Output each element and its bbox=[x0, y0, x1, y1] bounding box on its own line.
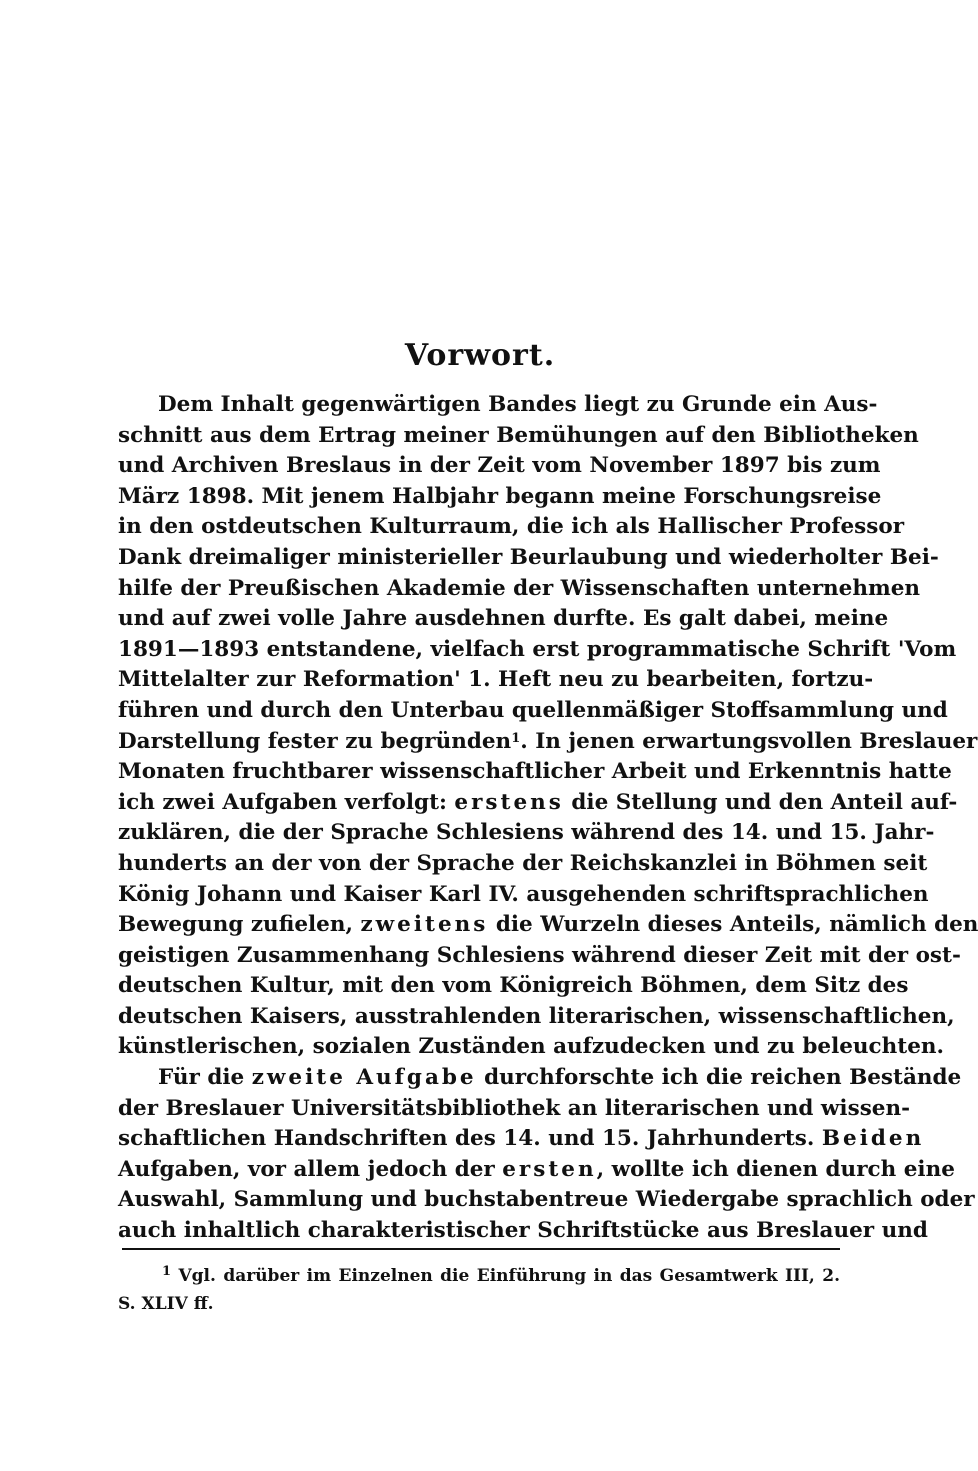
text-line: und auf zwei volle Jahre ausdehnen durfte. Es galt dabei, meine bbox=[118, 606, 889, 632]
text-line: in den ostdeutschen Kulturraum, die ich als Hallischer Professor bbox=[118, 514, 905, 540]
text-segment: die Stellung und den Anteil auf- bbox=[563, 789, 958, 815]
text-line: zuklären, die der Sprache Schlesiens während des 14. und 15. Jahr- bbox=[118, 820, 935, 846]
text-segment: Darstellung fester zu begründen bbox=[118, 728, 512, 754]
spaced-emphasis: zweitens bbox=[360, 912, 489, 938]
text-line: Monaten fruchtbarer wissenschaftlicher Arbeit und Erkenntnis hatte bbox=[118, 759, 952, 785]
text-segment: die Wurzeln dieses Anteils, nämlich den bbox=[488, 912, 978, 938]
text-segment: schaftlichen Handschriften des 14. und 15. Jahrhunderts. bbox=[118, 1126, 822, 1152]
text-line bbox=[118, 910, 978, 941]
footnote-mark: 1 bbox=[162, 1264, 172, 1279]
footnote-divider bbox=[122, 1248, 840, 1250]
text-segment: Bewegung zufielen, bbox=[118, 912, 361, 938]
text-line bbox=[118, 1155, 955, 1186]
footnote-line bbox=[118, 1262, 840, 1290]
text-line bbox=[118, 1124, 925, 1155]
text-line: König Johann und Kaiser Karl IV. ausgehenden schriftsprachlichen bbox=[118, 881, 929, 907]
text-line: Dank dreimaliger ministerieller Beurlaubung und wiederholter Bei- bbox=[118, 544, 939, 570]
body-text bbox=[118, 390, 978, 1247]
text-line: Auswahl, Sammlung und buchstabentreue Wiedergabe sprachlich oder bbox=[118, 1187, 975, 1213]
text-line: der Breslauer Universitätsbibliothek an literarischen und wissen- bbox=[118, 1095, 911, 1121]
footnote-reference: 1 bbox=[511, 730, 521, 746]
text-line: führen und durch den Unterbau quellenmäßiger Stoffsammlung und bbox=[118, 697, 948, 723]
text-line: hilfe der Preußischen Akademie der Wissenschaften unternehmen bbox=[118, 575, 921, 601]
text-line: geistigen Zusammenhang Schlesiens während dieser Zeit mit der ost- bbox=[118, 942, 961, 968]
text-line bbox=[118, 727, 978, 758]
text-segment: durchforschte ich die reichen Bestände bbox=[476, 1065, 962, 1091]
text-line: deutschen Kaisers, ausstrahlenden literarischen, wissenschaftlichen, bbox=[118, 1003, 955, 1029]
text-line bbox=[118, 788, 958, 819]
footnote bbox=[118, 1262, 840, 1318]
spaced-emphasis: Beiden bbox=[821, 1126, 925, 1152]
text-segment: ich zwei Aufgaben verfolgt: bbox=[118, 789, 455, 815]
text-line: schnitt aus dem Ertrag meiner Bemühungen auf den Bibliotheken bbox=[118, 422, 919, 448]
text-line: Dem Inhalt gegenwärtigen Bandes liegt zu Grunde ein Aus- bbox=[158, 392, 878, 417]
text-line: Mittelalter zur Reformation' 1. Heft neu zu bearbeiten, fortzu- bbox=[118, 667, 874, 693]
text-segment: Aufgaben, vor allem jedoch der bbox=[118, 1156, 503, 1182]
text-line: künstlerischen, sozialen Zuständen aufzudecken und zu beleuchten. bbox=[118, 1034, 945, 1060]
text-segment: Für die bbox=[158, 1065, 252, 1091]
text-line: auch inhaltlich charakteristischer Schriftstücke aus Breslauer und bbox=[118, 1218, 928, 1244]
text-line bbox=[118, 1063, 962, 1094]
text-line: deutschen Kultur, mit den vom Königreich Böhmen, dem Sitz des bbox=[118, 973, 909, 999]
text-segment: . In jenen erwartungsvollen Breslauer bbox=[520, 728, 978, 754]
text-line: hunderts an der von der Sprache der Reichskanzlei in Böhmen seit bbox=[118, 850, 928, 876]
text-line: März 1898. Mit jenem Halbjahr begann meine Forschungsreise bbox=[118, 483, 882, 509]
spaced-emphasis: erstens bbox=[454, 789, 564, 815]
footnote-line: S. XLIV ff. bbox=[118, 1294, 214, 1314]
spaced-emphasis: ersten bbox=[502, 1156, 597, 1182]
text-line: und Archiven Breslaus in der Zeit vom November 1897 bis zum bbox=[118, 453, 881, 479]
page-title: Vorwort. bbox=[404, 338, 556, 373]
text-segment: , wollte ich dienen durch eine bbox=[596, 1156, 955, 1182]
footnote-text: Vgl. darüber im Einzelnen die Einführung in das Gesamtwerk III, 2. bbox=[178, 1266, 840, 1286]
spaced-emphasis: zweite Aufgabe bbox=[251, 1065, 477, 1091]
text-line: 1891—1893 entstandene, vielfach erst programmatische Schrift 'Vom bbox=[118, 636, 957, 662]
